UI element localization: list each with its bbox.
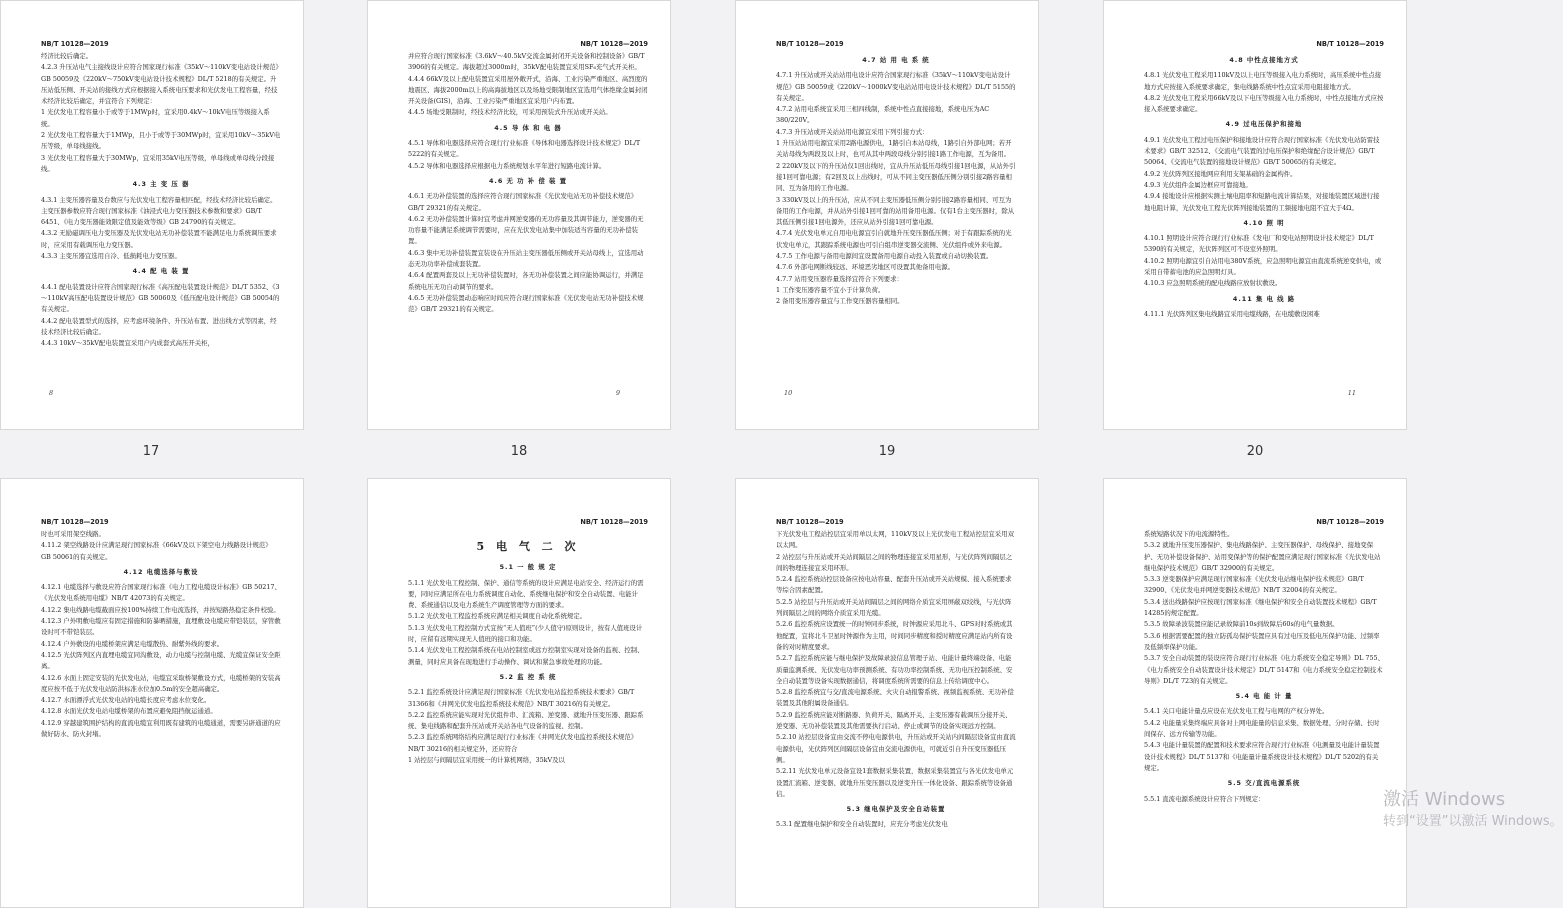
text-line: 5.3.5 故障录波装置应能记录故障前10s到故障后60s的电气量数据。 <box>1144 620 1339 629</box>
document-page-thumbnail[interactable] <box>735 0 1039 430</box>
text-line: 4.12.7 水面漂浮式光伏发电站的电缆长度应考虑水位变化。 <box>41 696 211 705</box>
section-heading: 5.1 一 般 规 定 <box>499 563 557 572</box>
text-line: 5.3.7 安全自动装置的装设应符合现行行业标准《电力系统安全稳定导则》DL 755、《电力系统安全自动装置设计技术规定》DL/T 5147和《电力系统安全稳定控制技术导则》DL/T 723的有关规定。 <box>1144 654 1384 685</box>
text-line: 4.5.1 导体和电器选择应符合现行行业标准《导体和电器选择设计技术规定》DL/T 5222的有关规定。 <box>408 139 641 159</box>
page-header: NB/T 10128—2019 <box>1316 40 1384 48</box>
text-line: 4.12.1 电缆选择与敷设应符合国家现行标准《电力工程电缆设计标准》GB 50217、《光伏发电系统用电缆》NB/T 42073的有关规定。 <box>41 583 281 603</box>
section-heading: 4.3 主 变 压 器 <box>132 180 190 189</box>
text-line: 5.3.3 逆变器保护应满足现行国家标准《光伏发电站继电保护技术规范》GB/T 32900、《光伏发电并网逆变器技术规范》NB/T 32004的有关规定。 <box>1144 575 1364 595</box>
text-line: 4.7.2 站用电系统宜采用三相四线制，系统中性点直接接地，系统电压为AC 380/220V。 <box>776 105 990 125</box>
page-header: NB/T 10128—2019 <box>41 518 109 526</box>
page-number: 10 <box>784 388 793 397</box>
thumbnail-number: 17 <box>142 444 160 459</box>
text-line: 4.4.2 配电装置型式的选择，应考虑环境条件、升压站布置、进出线方式等因素，经技术经济比较后确定。 <box>41 316 277 336</box>
section-heading: 4.6 无 功 补 偿 装 置 <box>488 176 567 185</box>
text-line: 4.7.7 站用变压器容量选择宜符合下列要求： <box>776 274 903 283</box>
text-line: 4.3.3 主变压器宜选用自冷、低损耗电力变压器。 <box>41 252 181 261</box>
text-line: 4.7.5 工作电源与备用电源间宜设置备用电源自动投入装置或自动切换装置。 <box>776 252 993 261</box>
text-line: 4.12.3 户外明敷电缆应有固定措施和防暴晒措施，直埋敷设电缆应带铠装层，穿管敷设时可不带铠装层。 <box>41 617 281 637</box>
text-line: 4.12.2 集电线路电缆截面应按100%持续工作电流选择，并按短路热稳定条件校验。 <box>41 605 280 614</box>
page-body <box>41 529 281 740</box>
page-header: NB/T 10128—2019 <box>1316 518 1384 526</box>
text-line: 5.1.3 光伏发电工程控制方式宜按“无人值班”(少人值守)原则设计，按有人值班设计时，应留有远期实现无人值班的接口和功能。 <box>408 623 643 644</box>
page-number: 9 <box>615 388 620 397</box>
section-heading: 5.4 电 能 计 量 <box>1235 692 1293 701</box>
text-line: 4.6.1 无功补偿装置的选择应符合现行国家标准《光伏发电站无功补偿技术规范》GB/T 29321的有关规定。 <box>408 192 638 212</box>
text-line: 5.4.1 关口电能计量点应设在光伏发电工程与电网的产权分界处。 <box>1144 707 1329 716</box>
text-line: 4.10.3 应急照明系统的配电线路应放射状敷设。 <box>1144 279 1282 288</box>
activation-watermark <box>1383 789 1563 833</box>
text-line: 5.2.10 站控层设备宜由交流不停电电源供电，升压站或开关站内间隔层设备宜由直流电源供电，光伏阵列区间隔层设备宜由交流电源供电，可就近引自升压变压器低压侧。 <box>776 733 1016 764</box>
text-line: 5.1.2 光伏发电工程监控系统应满足相关调度自动化系统规定。 <box>408 612 587 621</box>
text-line: 5.5.1 直流电源系统设计应符合下列规定： <box>1144 794 1265 803</box>
page-body <box>408 51 648 316</box>
watermark-line: 转到“设置”以激活 Windows。 <box>1383 814 1563 829</box>
thumbnail-number: 20 <box>1246 444 1264 459</box>
text-line: 4.3.1 主变压器容量及台数应与光伏发电工程容量相匹配，经技术经济比较后确定。主变压器参数应符合现行国家标准《油浸式电力变压器技术参数和要求》GB/T 6451、《电力变压器能效限定值及能效等级》GB 24790的有关规定。 <box>41 195 277 227</box>
thumbnail-number: 18 <box>510 444 528 459</box>
text-line: 4.6.2 无功补偿装置计算时宜考虑并网逆变器的无功容量及其调节能力，逆变器的无功容量不能满足系统调节需要时，应在光伏发电站集中加装适当容量的无功补偿装置。 <box>408 214 644 246</box>
text-line: 4.8.2 光伏发电工程采用66kV及以下电压等级接入电力系统时，中性点接地方式应按接入系统要求确定。 <box>1144 93 1384 114</box>
text-line: 4.8.1 光伏发电工程采用110kV及以上电压等级接入电力系统时，高压系统中性点接地方式应按接入系统要求确定，集电线路系统中性点宜采用电阻接地方式。 <box>1144 71 1382 91</box>
text-line: 5.2.9 监控系统应能对断路器、负荷开关、隔离开关、主变压器有载调压分接开关、逆变器、无功补偿装置及其他需要执行启动、停止或调节的设备实现远方控制。 <box>776 710 1012 731</box>
section-heading: 5.3 继电保护及安全自动装置 <box>846 805 946 814</box>
text-line: 3 330kV及以上的升压站，应从不同主变压器低压侧分别引接2路容量相同、可互为备用的工作电源，并从站外引接1回可靠的站用备用电源。仅有1台主变压器时，除从其低压侧引接1回电源外，还应从站外引接1回可靠电源。 <box>776 195 1015 227</box>
section-heading: 4.4 配 电 装 置 <box>132 267 190 276</box>
section-heading: 4.11 集 电 线 路 <box>1232 294 1296 303</box>
section-heading: 4.5 导 体 和 电 器 <box>494 123 562 132</box>
page-body <box>1144 55 1384 320</box>
text-line: 5.3.2 就地升压变压器保护、集电线路保护、主变压器保护、母线保护、接地变保护、无功补偿设备保护、站用变保护等的保护配置应满足现行国家标准《光伏发电站继电保护技术规范》GB/T 32900的有关规定。 <box>1144 541 1381 572</box>
text-line: 4.2.3 升压站电气主接线设计应符合国家现行标准《35kV～110kV变电站设计规范》GB 50059及《220kV～750kV变电站设计技术规程》DL/T 5218的有关规定。升压站低压侧、开关站的接线方式应根据接入系统电压要求和光伏发电工程容量，经技术经济比较后确定，并宜符合下列规定： <box>41 63 279 106</box>
text-line: 5.4.3 电能计量装置的配置和技术要求应符合现行行业标准《电测量及电能计量装置设计技术规程》DL/T 5137和《电能量计量系统设计技术规程》DL/T 5202的有关规定。 <box>1144 741 1380 772</box>
page-body <box>408 541 648 766</box>
text-line: 5.1.4 光伏发电工程控制系统在电站控制室或远方控制室实现对设备的监视、控制、测量，同时应具备在现地进行手动操作、调试和紧急事故处理的功能。 <box>408 646 644 666</box>
page-header: NB/T 10128—2019 <box>580 518 648 526</box>
chapter-title: 5 电 气 二 次 <box>476 540 580 553</box>
page-number: 8 <box>49 388 54 397</box>
text-line: 5.2.4 监控系统站控层设备应按电站容量、配套升压站或开关站规模、接入系统要求等综合因素配置。 <box>776 575 1012 595</box>
text-line: 5.3.4 送出线路保护应按现行国家标准《继电保护和安全自动装置技术规程》GB/T 14285的规定配置。 <box>1144 597 1377 618</box>
document-page-thumbnail[interactable] <box>0 0 304 430</box>
text-line: 5.1.1 光伏发电工程控制、保护、通信等系统的设计应满足电站安全、经济运行的需要，同时应满足所在电力系统调度自动化、系统继电保护和安全自动装置、电能计费、系统通信以及电力系统生产调度管理等方面的要求。 <box>408 578 644 610</box>
text-line: 4.12.9 穿越建筑围护结构的直流电缆宜利用既有建筑的电缆通道，需要另辟通道的应做好防水、防火封堵。 <box>41 718 281 739</box>
text-line: 并应符合现行国家标准《3.6kV～40.5kV交流金属封闭开关设备和控制设备》GB/T 3906的有关规定。海拔超过3000m时，35kV配电装置宜采用SF₆充气式开关柜。 <box>408 52 645 72</box>
text-line: 4.9.1 光伏发电工程过电压保护和接地设计应符合现行国家标准《光伏发电站防雷技术要求》GB/T 32512、《交流电气装置的过电压保护和绝缘配合设计规范》GB/T 50064、《交流电气装置的接地设计规范》GB/T 50065的有关规定。 <box>1144 135 1380 167</box>
section-heading: 4.10 照 明 <box>1243 218 1285 227</box>
text-line: 4.12.8 水面光伏发电站电缆桥架的布置应避免阻挡航运通道。 <box>41 707 217 716</box>
section-heading: 4.9 过电压保护和接地 <box>1225 120 1303 129</box>
watermark-line: 激活 Windows <box>1383 789 1506 810</box>
text-line: 5.2.6 监控系统应设置统一的时钟同步系统，时钟源应采用北斗、GPS对时系统或其他配置，宜将北斗卫星时钟源作为主用，时间同步精度和授时精度应满足站内所有设备的对时精度要求。 <box>776 620 1013 651</box>
text-line: 4.12.5 光伏阵列区内直埋电缆宜同沟敷设，动力电缆与控制电缆、光缆宜保证安全距离。 <box>41 650 281 671</box>
text-line: 4.4.1 配电装置设计应符合国家现行标准《高压配电装置设计规范》DL/T 5352、《3～110kV高压配电装置设计规范》GB 50060及《低压配电设计规范》GB 50054的有关规定。 <box>41 282 280 314</box>
text-line: 4.9.4 接地设计应根据实测土壤电阻率和短路电流计算结果，对接地装置区域进行接地电阻计算，光伏发电工程光伏阵列接地装置的工频接地电阻不宜大于4Ω。 <box>1144 192 1380 212</box>
text-line: 5.2.3 监控系统网络结构应满足现行行业标准《并网光伏发电监控系统技术规范》NB/T 30216的相关规定外，还应符合 <box>408 733 638 753</box>
document-page-thumbnail[interactable] <box>367 478 671 908</box>
text-line: 5.2.1 监控系统设计应满足现行国家标准《光伏发电站监控系统技术要求》GB/T 31366和《并网光伏发电监控系统技术规范》NB/T 30216的有关规定。 <box>408 688 635 708</box>
text-line: 4.9.2 光伏阵列区接地网应利用支架基础的金属构件。 <box>1144 169 1297 178</box>
page-body <box>776 55 1016 308</box>
text-line: 4.7.3 升压站或开关站站用电源宜采用下列引接方式： <box>776 127 929 136</box>
text-line: 4.12.6 水面上固定安装的光伏发电站，电缆宜采取桥架敷设方式，电缆桥架的安装高度应按不低于光伏发电站防洪标准水位加0.5m的安全超高确定。 <box>41 673 281 693</box>
text-line: 5.4.2 电能量采集终端应具备对上网电能量的信息采集、数据处理、分时存储、长时间保存、远方传输等功能。 <box>1144 718 1380 739</box>
text-line: 经济比较后确定。 <box>41 52 93 60</box>
text-line: 4.12.4 户外敷设的电缆桥架应满足电缆散热、耐紫外线的要求。 <box>41 639 224 648</box>
text-line: 5.2.2 监控系统应能实现对光伏组件串、汇流箱、逆变器、就地升压变压器、跟踪系统、集电线路和配套升压站或开关站各电气设备的监视、控制。 <box>408 710 644 731</box>
text-line: 5.2.5 站控层与升压站或开关站间隔层之间的网络介质宜采用屏蔽双绞线，与光伏阵列间隔层之间的网络介质宜采用光缆。 <box>776 597 1012 618</box>
page-header: NB/T 10128—2019 <box>776 40 844 48</box>
thumbnail-number: 19 <box>878 444 896 459</box>
text-line: 4.6.5 无功补偿装置动态响应时间应符合现行国家标准《光伏发电站无功补偿技术规范》GB/T 29321的有关规定。 <box>408 293 644 314</box>
section-heading: 4.7 站 用 电 系 统 <box>862 56 930 64</box>
text-line: 4.9.3 光伏组件金属边框应可靠接地。 <box>1144 180 1252 189</box>
text-line: 4.11.1 光伏阵列区集电线路宜采用电缆线路，在电缆敷设困难 <box>1144 309 1320 318</box>
page-number: 11 <box>1347 388 1356 397</box>
document-page-thumbnail[interactable] <box>1103 0 1407 430</box>
text-line: 4.4.4 66kV及以上配电装置宜采用屋外敞开式，沿海、工业污染严重地区、高烈度的地震区、海拔2000m以上的高海拔地区以及场地受限制地区宜选用气体绝缘金属封闭开关设备(GIS)，沿海、工业污染严重地区宜采用户内布置。 <box>408 74 648 106</box>
section-heading: 4.8 中性点接地方式 <box>1229 56 1299 64</box>
text-line: 4.10.1 照明设计应符合现行行业标准《发电厂和变电站照明设计技术规定》DL/T 5390的有关规定，光伏阵列区可不设室外照明。 <box>1144 234 1374 254</box>
document-page-thumbnail[interactable] <box>735 478 1039 908</box>
page-body <box>41 51 281 349</box>
text-line: 1 光伏发电工程容量小于或等于1MWp时，宜采用0.4kV～10kV电压等级接入系统。 <box>41 108 270 128</box>
text-line: 5.2.7 监控系统应能与继电保护及故障录波信息管理子站、电能计量终端设备、电能质量监测系统、光伏发电功率预测系统、有功功率控制系统、无功电压控制系统、安全自动装置等设备实现数据通信，将调度系统所需要的信息上传给调度中心。 <box>776 654 1013 685</box>
text-line: 2 光伏发电工程容量大于1MWp，且小于或等于30MWp时，宜采用10kV～35kV电压等级，单母线接线。 <box>41 131 281 151</box>
text-line: 2 220kV及以下的升压站仅1回出线时，宜从升压站低压母线引接1回电源，从站外引接1回可靠电源；有2回及以上出线时，可从不同主变压器低压侧分别引接2路容量相同、互为备用的工作电源。 <box>776 161 1016 193</box>
section-heading: 5.5 交/直流电源系统 <box>1227 779 1301 788</box>
text-line: 4.4.3 10kV～35kV配电装置宜采用户内成套式高压开关柜， <box>41 339 214 348</box>
text-line: 5.3.1 配置继电保护和安全自动装置时，应充分考虑光伏发电 <box>776 820 948 829</box>
text-line: 4.6.3 集中无功补偿装置宜装设在升压站主变压器低压侧或开关站母线上，宜选用动态无功功率补偿成套装置。 <box>408 248 644 269</box>
page-header: NB/T 10128—2019 <box>580 40 648 48</box>
text-line: 4.3.2 无励磁调压电力变压器及光伏发电站无功补偿装置不能满足电力系统调压要求时，应采用有载调压电力变压器。 <box>41 229 277 249</box>
text-line: 4.7.4 光伏发电单元自用电电源宜引自就地升压变压器低压侧；对于有跟踪系统的光伏发电单元，其跟踪系统电源也可引自组串逆变器交流侧、光伏组件或外来电源。 <box>776 229 1012 249</box>
page-header: NB/T 10128—2019 <box>776 518 844 526</box>
text-line: 5.2.8 监控系统宜与交/直流电源系统、火灾自动报警系统、视频监视系统、无功补偿装置及其他附属设备通信。 <box>776 688 1014 708</box>
text-line: 1 工作变压器容量不宜小于计算负荷。 <box>776 285 885 294</box>
text-line: 系统短路状况下的电流源特性。 <box>1144 530 1234 538</box>
text-line: 4.10.2 照明电源宜引自站用电380V系统，应急照明电源宜由直流系统逆变供电，或采用自带蓄电池的应急照明灯具。 <box>1144 256 1382 277</box>
text-line: 4.7.1 升压站或开关站站用电设计应符合国家现行标准《35kV～110kV变电站设计规范》GB 50059或《220kV～1000kV变电站站用电设计技术规程》DL/T 5155的有关规定。 <box>776 71 1016 102</box>
text-line: 时也可采用架空线路。 <box>41 530 105 538</box>
text-line: 下光伏发电工程站控层宜采用单以太网，110kV及以上光伏发电工程站控层宜采用双以太网。 <box>776 530 1014 550</box>
text-line: 4.7.6 外部电网断线较远、环境恶劣地区可设置其他备用电源。 <box>776 263 955 272</box>
text-line: 1 站控层与间隔层宜采用统一的计算机网络，35kV及以 <box>408 756 565 765</box>
text-line: 1 升压站站用电源宜采用2路电源供电，1路引自本站母线，1路引自外部电网；若开关站母线为两段及以上时，也可从其中两段母线分别引接1路工作电源，互为备用。 <box>776 139 1012 159</box>
section-heading: 4.12 电缆选择与敷设 <box>123 567 199 576</box>
text-line: 4.6.4 配置两套及以上无功补偿装置时，各无功补偿装置之间应能协调运行，并满足系统电压无功自动调节的要求。 <box>408 271 644 291</box>
text-line: 3 光伏发电工程容量大于30MWp，宜采用35kV电压等级，单母线或单母线分段接线。 <box>41 153 275 173</box>
text-line: 4.11.2 架空线路设计应满足现行国家标准《66kV及以下架空电力线路设计规范》GB 50061的有关规定。 <box>41 541 272 561</box>
text-line: 5.2.11 光伏发电单元设备宜设1套数据采集装置，数据采集装置宜与各光伏发电单元设置汇流箱、逆变器、就地升压变压器以及逆变升压一体化设备、跟踪系统等设备通信。 <box>776 767 1014 798</box>
page-body <box>776 529 1016 831</box>
page-header: NB/T 10128—2019 <box>41 40 109 48</box>
text-line: 4.4.5 场地受限制时，经技术经济比较，可采用预装式升压站或开关站。 <box>408 108 612 117</box>
text-line: 5.3.6 根据需要配置的独立防孤岛保护装置应具有过电压及低电压保护功能、过频率及低频率保护功能。 <box>1144 631 1380 651</box>
text-line: 2 备用变压器容量宜与工作变压器容量相同。 <box>776 297 904 306</box>
text-line: 2 站控层与升压站或开关站间隔层之间的物理连接宜采用星形，与光伏阵列间隔层之间的物理连接宜采用环形。 <box>776 552 1013 572</box>
page-body <box>1144 529 1384 805</box>
section-heading: 5.2 监 控 系 统 <box>499 672 557 681</box>
document-page-thumbnail[interactable] <box>0 478 304 908</box>
document-page-thumbnail[interactable] <box>367 0 671 430</box>
text-line: 4.5.2 导体和电器选择应根据电力系统规划水平年进行短路电流计算。 <box>408 161 606 170</box>
